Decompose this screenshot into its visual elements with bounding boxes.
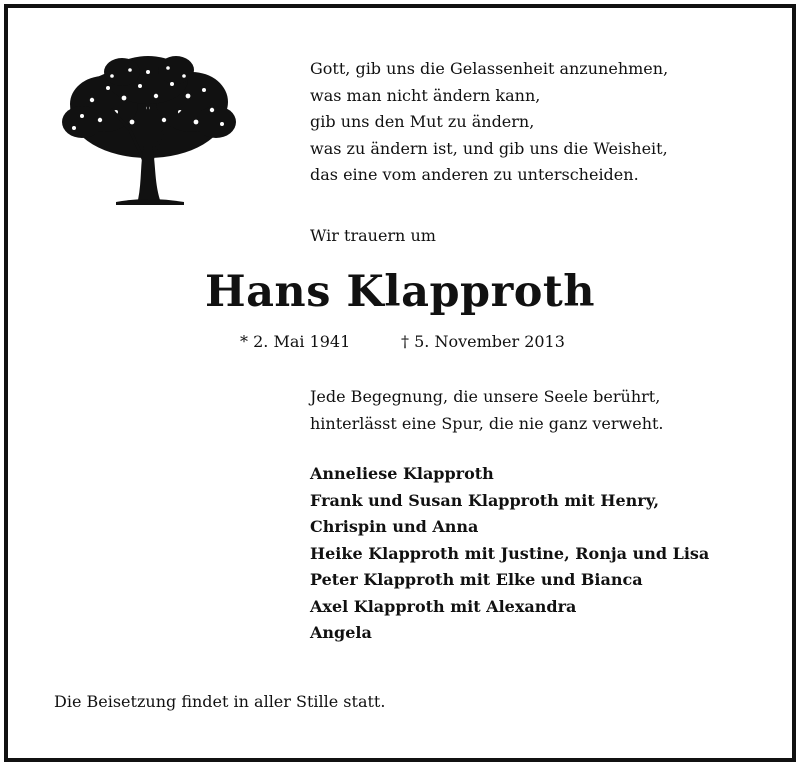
family-line: Angela (310, 623, 372, 642)
quote-block (310, 384, 664, 437)
quote-line: Jede Begegnung, die unsere Seele berührt, (310, 387, 661, 406)
poem-block (310, 56, 668, 189)
quote-line: hinterlässt eine Spur, die nie ganz verweht. (310, 413, 664, 433)
poem-line: was zu ändern ist, und gib uns die Weisheit, (310, 138, 668, 158)
deceased-name: Hans Klapproth (204, 267, 596, 317)
family-line: Heike Klapproth mit Justine, Ronja und Lisa (310, 543, 710, 563)
poem-line: Gott, gib uns die Gelassenheit anzunehmen, (310, 59, 669, 78)
family-line: Anneliese Klapproth (310, 464, 494, 483)
family-line: Axel Klapproth mit Alexandra (310, 596, 577, 616)
poem-line: was man nicht ändern kann, (310, 85, 541, 105)
poem-line: das eine vom anderen zu unterscheiden. (310, 165, 639, 184)
family-line: Chrispin und Anna (310, 517, 479, 536)
poem-line: gib uns den Mut zu ändern, (310, 112, 535, 131)
family-line: Frank und Susan Klapproth mit Henry, (310, 490, 660, 510)
family-line: Peter Klapproth mit Elke und Bianca (310, 570, 643, 589)
birth-date: * 2. Mai 1941 (240, 332, 351, 351)
death-date: † 5. November 2013 (401, 332, 565, 351)
tree-icon (52, 50, 244, 210)
funeral-note: Die Beisetzung findet in aller Stille statt. (54, 692, 386, 711)
family-list (310, 461, 709, 647)
mourning-line: Wir trauern um (310, 226, 436, 245)
